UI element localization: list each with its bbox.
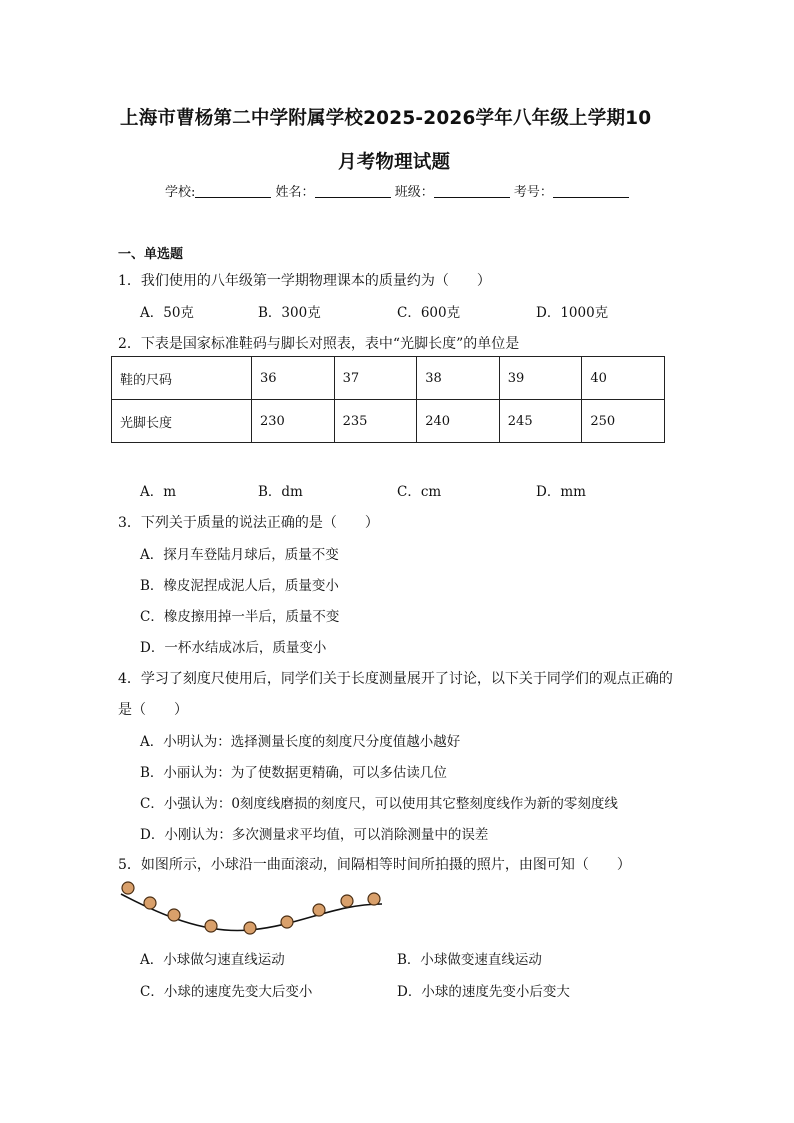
table-cell: 40	[582, 357, 665, 400]
table-cell: 36	[252, 357, 335, 400]
ball-3	[168, 909, 180, 921]
table-cell: 230	[252, 400, 335, 443]
q4-option-a[interactable]: A．小明认为：选择测量长度的刻度尺分度值越小越好	[140, 734, 461, 750]
q5-option-d[interactable]: D．小球的速度先变小后变大	[397, 984, 570, 1000]
q4-option-b[interactable]: B．小丽认为：为了使数据更精确，可以多估读几位	[140, 765, 447, 781]
ball-on-curve-figure	[114, 876, 394, 940]
q4-option-c[interactable]: C．小强认为：0刻度线磨损的刻度尺，可以使用其它整刻度线作为新的零刻度线	[140, 796, 618, 812]
page-title-line-1: 上海市曹杨第二中学附属学校2025-2026学年八年级上学期10	[120, 108, 652, 129]
q2-option-b[interactable]: B．dm	[258, 484, 303, 500]
question-4-stem-line-2: 是（ ）	[118, 702, 188, 718]
table-cell: 240	[417, 400, 500, 443]
q1-option-b[interactable]: B．300克	[258, 305, 321, 321]
page-title-line-2: 月考物理试题	[338, 152, 451, 173]
question-2-stem: 2．下表是国家标准鞋码与脚长对照表，表中“光脚长度”的单位是	[118, 336, 520, 352]
ball-9	[368, 893, 380, 905]
q3-option-a[interactable]: A．探月车登陆月球后，质量不变	[140, 547, 339, 563]
q2-option-c[interactable]: C．cm	[397, 484, 442, 500]
shoe-size-table	[111, 356, 665, 443]
table-cell: 37	[334, 357, 417, 400]
q2-option-d[interactable]: D．mm	[536, 484, 586, 500]
ball-6	[281, 916, 293, 928]
question-3-stem: 3．下列关于质量的说法正确的是（ ）	[118, 515, 379, 531]
table-row	[112, 400, 665, 443]
question-4-stem-line-1: 4．学习了刻度尺使用后，同学们关于长度测量展开了讨论，以下关于同学们的观点正确的	[118, 671, 673, 687]
q2-option-a[interactable]: A．m	[140, 484, 177, 500]
q1-option-d[interactable]: D．1000克	[536, 305, 609, 321]
table-cell: 光脚长度	[112, 400, 252, 443]
table-cell: 245	[499, 400, 582, 443]
table-cell: 鞋的尺码	[112, 357, 252, 400]
q5-option-c[interactable]: C．小球的速度先变大后变小	[140, 984, 313, 1000]
q3-option-d[interactable]: D．一杯水结成冰后，质量变小	[140, 640, 327, 656]
table-cell: 38	[417, 357, 500, 400]
question-5-stem: 5．如图所示，小球沿一曲面滚动，间隔相等时间所拍摄的照片，由图可知（ ）	[118, 857, 631, 873]
table-cell: 235	[334, 400, 417, 443]
balls-group	[122, 882, 380, 934]
q5-option-b[interactable]: B．小球做变速直线运动	[397, 952, 542, 968]
q3-option-c[interactable]: C．橡皮擦用掉一半后，质量不变	[140, 609, 340, 625]
ball-7	[313, 904, 325, 916]
q4-option-d[interactable]: D．小刚认为：多次测量求平均值，可以消除测量中的误差	[140, 827, 489, 843]
ball-8	[341, 895, 353, 907]
q5-option-a[interactable]: A．小球做匀速直线运动	[140, 952, 285, 968]
ball-2	[144, 897, 156, 909]
ball-4	[205, 920, 217, 932]
ball-1	[122, 882, 134, 894]
question-1-stem: 1．我们使用的八年级第一学期物理课本的质量约为（ ）	[118, 273, 491, 289]
section-heading: 一、单选题	[118, 247, 184, 262]
q1-option-a[interactable]: A．50克	[140, 305, 194, 321]
class-blank[interactable]	[434, 185, 510, 198]
name-label: 姓名：	[275, 185, 315, 200]
school-label: 学校:	[165, 185, 196, 200]
name-blank[interactable]	[315, 185, 391, 198]
table-cell: 250	[582, 400, 665, 443]
ball-5	[244, 922, 256, 934]
exam-number-label: 考号：	[513, 185, 553, 200]
class-label: 班级：	[394, 185, 434, 200]
exam-number-blank[interactable]	[553, 185, 629, 198]
q3-option-b[interactable]: B．橡皮泥捏成泥人后，质量变小	[140, 578, 339, 594]
school-blank[interactable]	[195, 185, 271, 198]
table-row	[112, 357, 665, 400]
q1-option-c[interactable]: C．600克	[397, 305, 461, 321]
table-cell: 39	[499, 357, 582, 400]
student-info-line	[165, 181, 629, 200]
